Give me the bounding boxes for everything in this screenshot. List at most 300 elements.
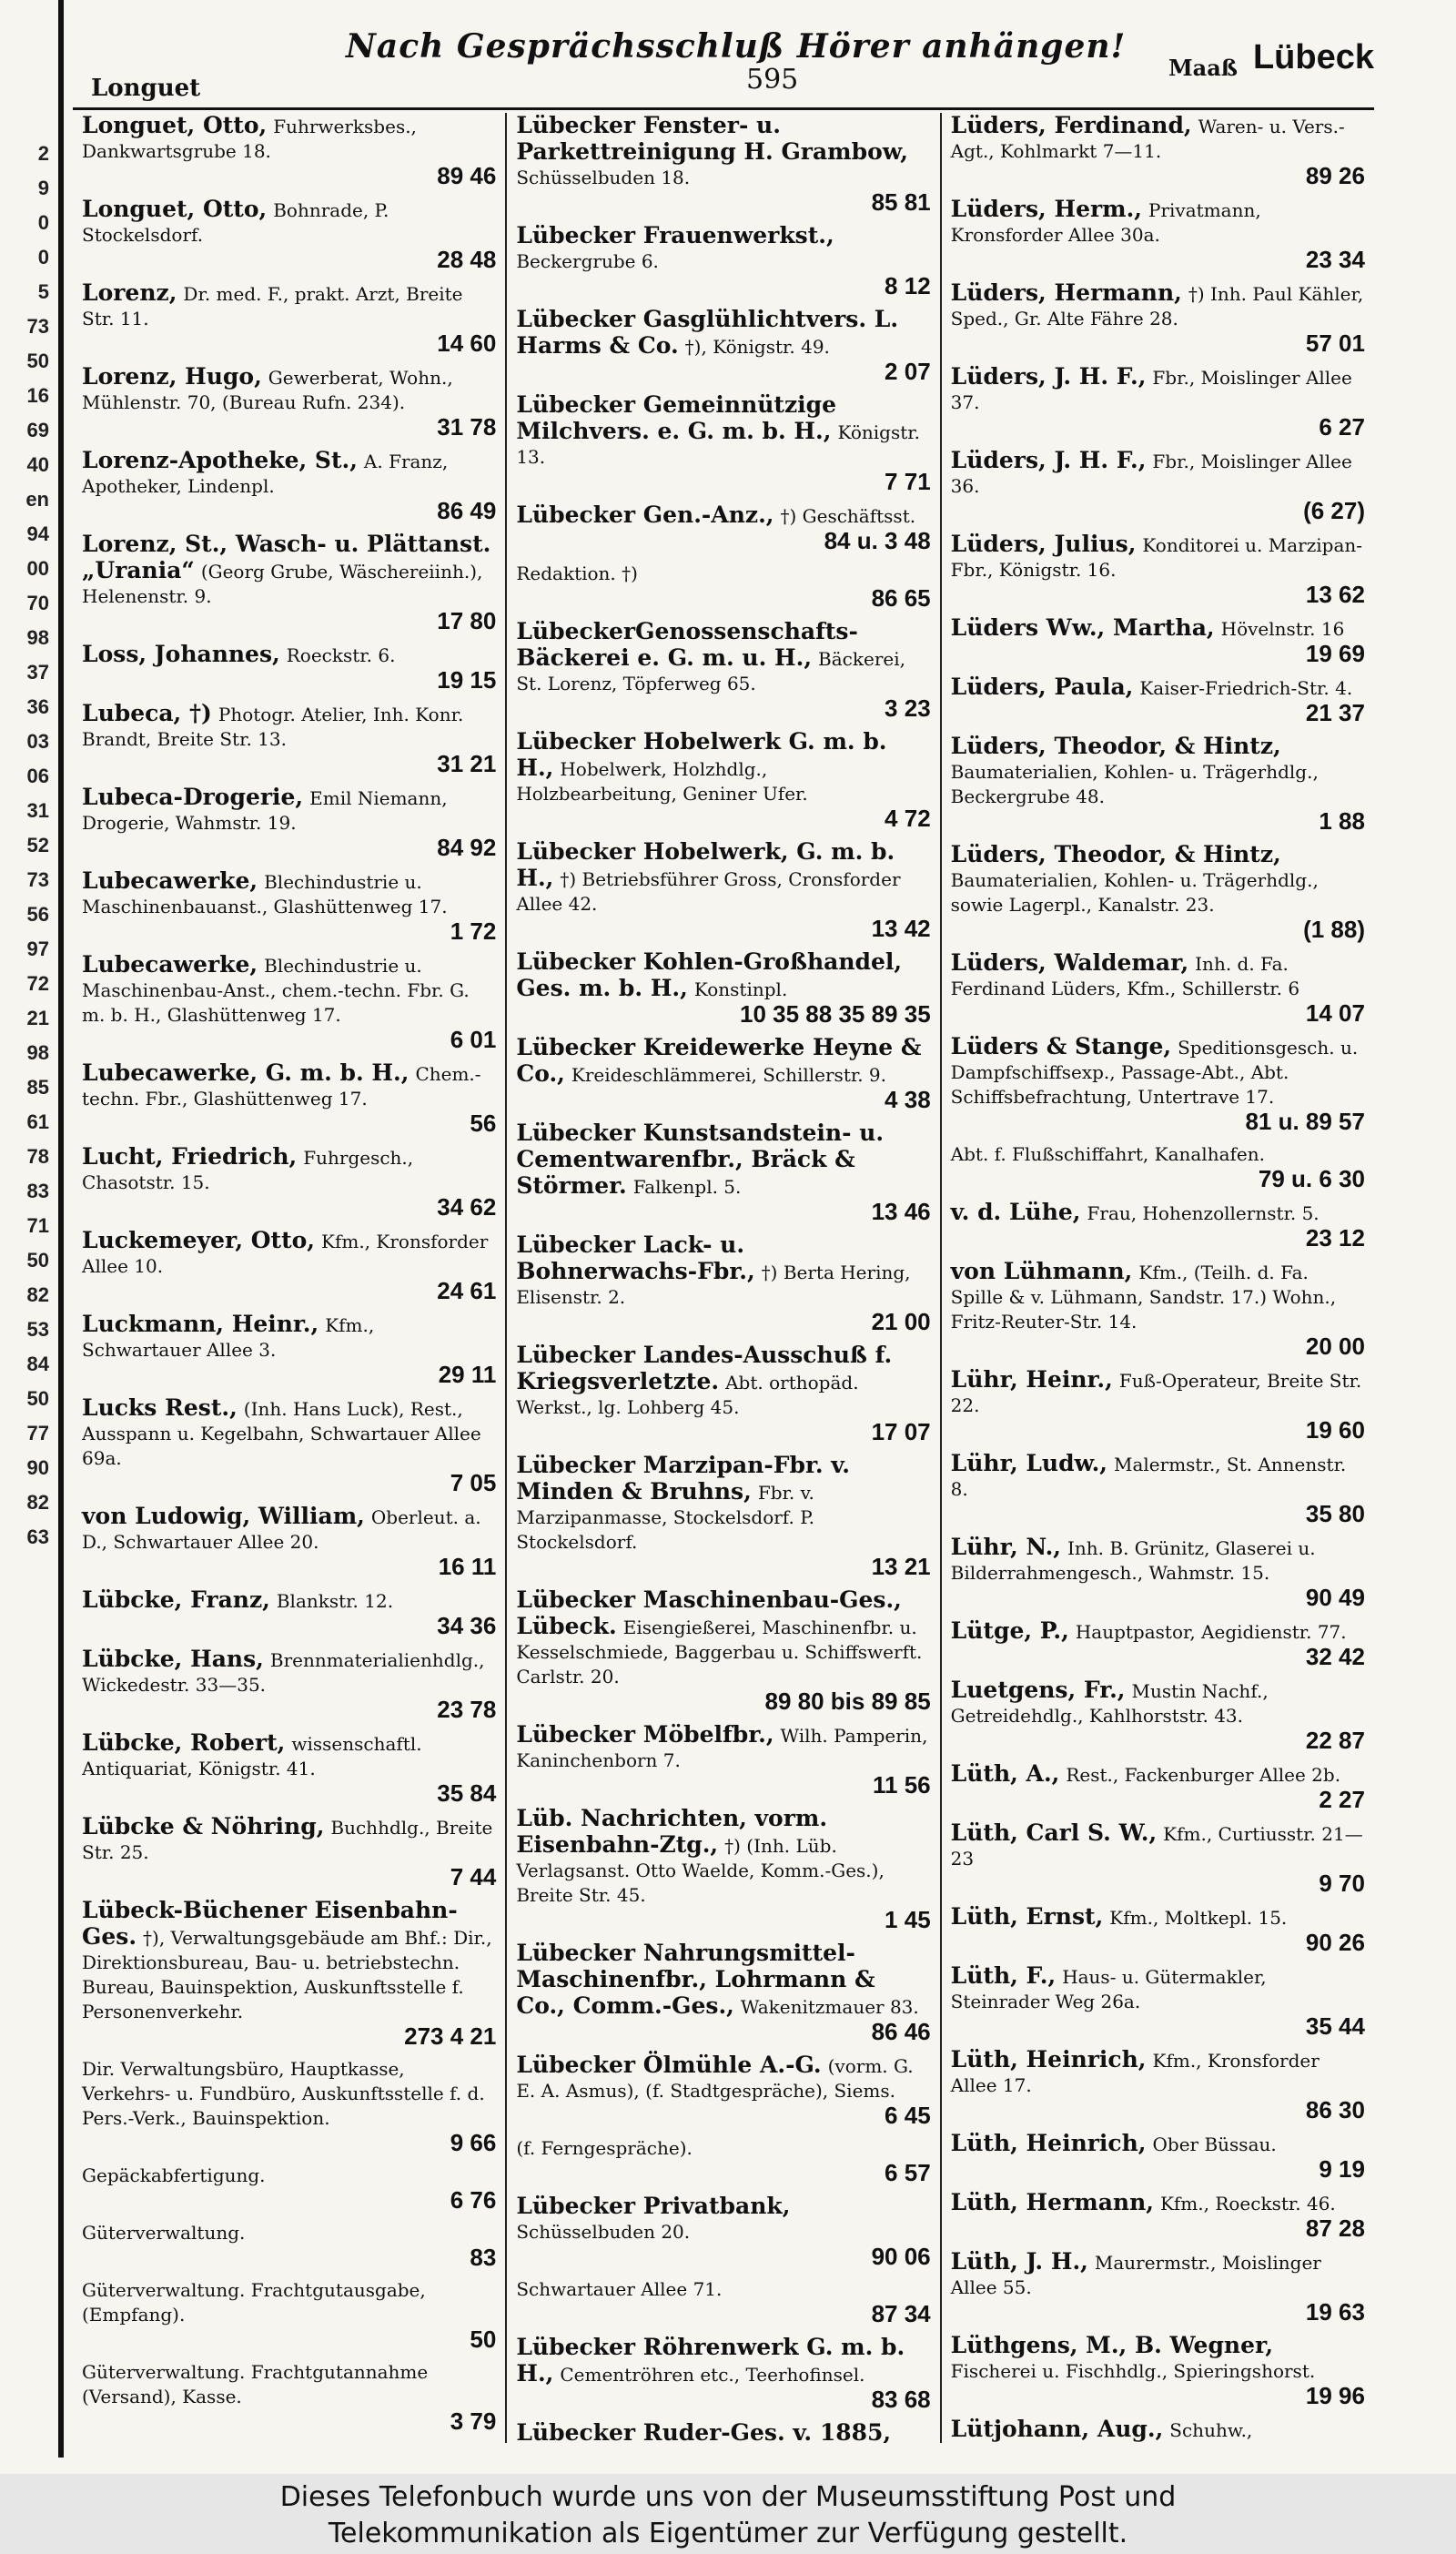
listing-entry	[516, 1941, 930, 2044]
entry-name: Lütge, P.,	[950, 1617, 1069, 1644]
margin-fragment: 36	[26, 695, 49, 718]
entry-name: Lübecker Lack- u. Bohnerwachs-Fbr.,	[516, 1231, 755, 1284]
entry-name: Lübcke, Robert,	[82, 1729, 286, 1756]
entry-phone-number: 20 00	[1305, 1333, 1365, 1360]
listing-entry	[82, 2221, 496, 2270]
page-number: 595	[746, 64, 799, 96]
entry-detail: Speditionsgesch. u. Dampfschiffsexp., Passage-Abt., Abt. Schiffsbefrachtung, Untertrave 17.	[950, 1037, 1359, 1108]
entry-detail: Schüsselbuden 18.	[516, 167, 691, 188]
entry-detail: Kfm., Kronsforder Allee 17.	[950, 2050, 1320, 2096]
listing-entry	[82, 2442, 496, 2443]
margin-fragment: 94	[26, 522, 49, 545]
entry-detail: Privatmann, Kronsforder Allee 30a.	[950, 199, 1261, 246]
listing-entry	[82, 2164, 496, 2213]
margin-fragment: 0	[37, 246, 49, 269]
listing-entry	[82, 364, 496, 440]
entry-phone-number: 7 44	[450, 1863, 497, 1890]
entry-name: Lüthgens, M., B. Wegner,	[950, 2332, 1274, 2358]
listing-entry	[516, 1806, 930, 1932]
entry-phone-number: 90 06	[871, 2243, 931, 2270]
entry-detail: Fischerei u. Fischhdlg., Spieringshorst.	[950, 2360, 1316, 2382]
entry-detail: Konditorei u. Marzipan-Fbr., Königstr. 16.	[950, 534, 1363, 581]
entry-name: Lüb. Nachrichten, vorm. Eisenbahn-Ztg.,	[516, 1805, 828, 1858]
listing-entry	[951, 1034, 1365, 1134]
entry-detail: Kfm., Kronsforder Allee 10.	[82, 1231, 489, 1277]
listing-entry	[82, 785, 496, 860]
entry-name: Lubecawerke, G. m. b. H.,	[82, 1059, 410, 1086]
entry-detail: (vorm. G. E. A. Asmus), (f. Stadtgespräche), Siems.	[516, 2055, 914, 2102]
listing-entry	[82, 1730, 496, 1806]
entry-detail: Blechindustrie u. Maschinenbau-Anst., chem.-techn. Fbr. G. m. b. H., Glashüttenweg 17.	[82, 955, 470, 1026]
margin-fragment: 9	[37, 177, 49, 199]
entry-phone-number: 85 81	[871, 188, 931, 216]
entry-name: Longuet, Otto,	[82, 196, 268, 222]
entry-phone-number: 7 05	[450, 1469, 497, 1496]
entry-detail: †) Geschäftsst.	[780, 505, 916, 527]
entry-detail: Rest., Fackenburger Allee 2b.	[1066, 1764, 1341, 1786]
entry-name: Lorenz,	[82, 279, 177, 306]
entry-name: Lubecawerke,	[82, 867, 258, 894]
footer-notice	[0, 2474, 1456, 2554]
entry-detail: Wilh. Pamperin, Kaninchenborn 7.	[516, 1725, 928, 1771]
entry-name: Lorenz, St., Wasch- u. Plättanst. „Urania“	[82, 531, 491, 583]
entry-phone-number: 35 80	[1305, 1500, 1365, 1527]
entry-detail: Baumaterialien, Kohlen- u. Trägerhdlg., sowie Lagerpl., Kanalstr. 23.	[950, 869, 1319, 916]
listing-entry	[82, 113, 496, 188]
entry-name: v. d. Lühe,	[950, 1199, 1081, 1225]
entry-name: Lübecker Möbelfbr.,	[516, 1721, 774, 1748]
entry-phone-number: 31 21	[437, 750, 497, 777]
entry-detail: Falkenpl. 5.	[632, 1176, 742, 1198]
entry-detail: Redaktion. †)	[516, 562, 638, 584]
listing-entry	[82, 2278, 496, 2352]
listing-entry	[951, 1618, 1365, 1669]
entry-detail: Schwartauer Allee 71.	[516, 2278, 723, 2300]
entry-phone-number: 19 60	[1305, 1416, 1365, 1444]
listing-entry	[82, 1312, 496, 1387]
listing-entry	[951, 1677, 1365, 1753]
margin-fragment: 52	[26, 834, 49, 856]
margin-fragment: 98	[26, 1041, 49, 1064]
entry-phone-number: 31 78	[437, 413, 497, 441]
listing-entry	[82, 1144, 496, 1220]
entry-detail: Frau, Hohenzollernstr. 5.	[1087, 1202, 1320, 1224]
margin-fragment: 85	[26, 1076, 49, 1099]
listing-entry	[516, 1587, 930, 1714]
entry-name: Longuet, Otto,	[82, 113, 268, 138]
entry-detail: Kaiser-Friedrich-Str. 4.	[1139, 677, 1353, 699]
entry-detail: Brennmaterialienhdlg., Wickedestr. 33—35.	[82, 1649, 485, 1696]
listing-entry	[951, 674, 1365, 725]
entry-phone-number: 86 49	[437, 497, 497, 524]
listing-entry	[82, 448, 496, 523]
entry-phone-number: 1 88	[1319, 807, 1365, 835]
entry-name: Lorenz-Apotheke, St.,	[82, 447, 358, 473]
entry-detail: (Inh. Hans Luck), Rest., Ausspann u. Kegelbahn, Schwartauer Allee 69a.	[82, 1398, 481, 1469]
entry-phone-number: 6 57	[885, 2159, 931, 2186]
entry-name: Lüders, Hermann,	[950, 279, 1182, 306]
margin-fragment: 82	[26, 1283, 49, 1306]
entry-name: Lübcke, Hans,	[82, 1646, 264, 1672]
entry-phone-number: 19 69	[1305, 640, 1365, 667]
entry-name: Luckmann, Heinr.,	[82, 1311, 319, 1337]
entry-phone-number: 14 60	[437, 329, 497, 357]
entry-phone-number: 23 34	[1305, 246, 1365, 273]
entry-detail: Buchhdlg., Breite Str. 25.	[82, 1817, 493, 1863]
entry-name: Lüders, Theodor, & Hintz,	[950, 841, 1281, 867]
right-keyword-small: Maaß	[1168, 55, 1238, 81]
listing-entry	[951, 1451, 1365, 1526]
entry-name: LübeckerGenossenschafts-Bäckerei e. G. m. u. H.,	[516, 618, 858, 671]
entry-name: Lüders, Herm.,	[950, 196, 1143, 222]
entry-detail: Kfm., Curtiusstr. 21—23	[950, 1823, 1363, 1870]
listing-entry	[82, 1395, 496, 1495]
margin-fragment: 16	[26, 384, 49, 407]
entry-detail: Blankstr. 12.	[276, 1590, 394, 1612]
entry-name: Lüders, Waldemar,	[950, 949, 1189, 976]
entry-detail: Hövelnstr. 16	[1220, 618, 1345, 640]
entry-name: Lübeck-Büchener Eisenbahn-Ges.	[82, 1897, 458, 1950]
entry-phone-number: 11 56	[873, 1771, 931, 1799]
entry-detail: †), Verwaltungsgebäude am Bhf.: Dir., Direktionsbureau, Bau- u. betriebstechn. Bureau, Bauinspektion, Auskunftsstelle f. Personenverkehr.	[82, 1927, 492, 2022]
entry-name: Lübecker Marzipan-Fbr. v. Minden & Bruhns,	[516, 1452, 850, 1505]
entry-phone-number: 9 19	[1319, 2155, 1365, 2183]
entry-phone-number: 21 00	[871, 1308, 931, 1335]
entry-phone-number: 13 62	[1305, 581, 1365, 608]
entry-detail: wissenschaftl. Antiquariat, Königstr. 41.	[82, 1733, 422, 1779]
entry-phone-number: 89 80 bis 89 85	[764, 1687, 931, 1715]
margin-fragment: 78	[26, 1145, 49, 1168]
entry-phone-number: 1 72	[450, 917, 497, 945]
entry-detail: Kreideschlämmerei, Schillerstr. 9.	[571, 1064, 887, 1086]
entry-detail: (f. Ferngespräche).	[516, 2137, 693, 2159]
listing-entry	[951, 734, 1365, 834]
entry-name: Luckemeyer, Otto,	[82, 1227, 316, 1253]
footer-line-2: Telekommunikation als Eigentümer zur Verfügung gestellt.	[328, 2518, 1128, 2549]
entry-phone-number: 1 45	[885, 1906, 931, 1933]
entry-name: Lüth, Heinrich,	[950, 2046, 1147, 2073]
listing-entry	[951, 1200, 1365, 1251]
entry-phone-number: 4 38	[885, 1086, 931, 1113]
listing-entry	[82, 280, 496, 356]
entry-detail: Blechindustrie u. Maschinenbauanst., Glashüttenweg 17.	[82, 871, 448, 917]
listing-entry	[82, 701, 496, 776]
listing-entry	[951, 1535, 1365, 1610]
entry-name: Lübecker Hobelwerk, G. m. b. H.,	[516, 838, 895, 891]
entry-phone-number: 84 u. 3 48	[824, 527, 931, 554]
entry-phone-number: 57 01	[1305, 329, 1365, 357]
listing-columns	[73, 113, 1374, 2443]
entry-detail: Königstr. 13.	[516, 421, 920, 468]
listing-entry	[516, 1722, 930, 1798]
entry-detail: Roeckstr. 6.	[286, 644, 396, 666]
entry-phone-number: 35 44	[1305, 2012, 1365, 2040]
listing-entry	[951, 1142, 1365, 1191]
listing-entry	[82, 1228, 496, 1303]
entry-name: Lübecker Röhrenwerk G. m. b. H.,	[516, 2334, 905, 2387]
listing-entry	[951, 2047, 1365, 2123]
entry-phone-number: 9 70	[1319, 1870, 1365, 1897]
entry-detail: Eisengießerei, Maschinenfbr. u. Kesselschmiede, Baggerbau u. Schiffswerft. Carlstr. 20.	[516, 1617, 923, 1687]
entry-phone-number: 3 79	[450, 2407, 497, 2435]
listing-entry	[516, 392, 930, 494]
entry-detail: Schüsselbuden 20.	[516, 2221, 691, 2243]
column-1	[73, 113, 507, 2443]
entry-name: Lübecker Kunstsandstein- u. Cementwarenfbr., Bräck & Störmer.	[516, 1120, 885, 1199]
entry-detail: Schuhw.,	[1169, 2419, 1253, 2441]
entry-name: Lübecker Gen.-Anz.,	[516, 502, 774, 528]
entry-name: Lüth, J. H.,	[950, 2248, 1088, 2275]
listing-entry	[516, 2052, 930, 2128]
entry-phone-number: 79 u. 6 30	[1258, 1165, 1365, 1192]
entry-name: von Ludowig, William,	[82, 1503, 365, 1529]
margin-fragment: 06	[26, 765, 49, 787]
entry-phone-number: 10 35 88 35 89 35	[740, 1000, 931, 1028]
entry-name: Lubeca-Drogerie,	[82, 784, 304, 810]
listing-entry	[516, 1232, 930, 1334]
entry-name: Lüders Ww., Martha,	[950, 614, 1215, 641]
entry-phone-number: 89 26	[1305, 162, 1365, 189]
entry-detail: Emil Niemann, Drogerie, Wahmstr. 19.	[82, 787, 448, 834]
entry-phone-number: 6 45	[885, 2102, 931, 2129]
listing-entry	[516, 1453, 930, 1579]
entry-phone-number: 4 72	[885, 805, 931, 832]
entry-phone-number: 22 87	[1305, 1727, 1365, 1754]
margin-fragment: 98	[26, 626, 49, 649]
margin-fragment: 97	[26, 937, 49, 960]
entry-name: Lühr, N.,	[950, 1534, 1062, 1560]
entry-detail: Photogr. Atelier, Inh. Konr. Brandt, Breite Str. 13.	[82, 704, 464, 750]
entry-detail: Dr. med. F., prakt. Arzt, Breite Str. 11.	[82, 283, 463, 329]
margin-fragment: 53	[26, 1318, 49, 1341]
listing-entry	[951, 364, 1365, 440]
margin-fragment: 61	[26, 1110, 49, 1133]
listing-entry	[82, 1647, 496, 1722]
entry-phone-number: 7 71	[885, 468, 931, 495]
margin-fragment: 77	[26, 1422, 49, 1444]
entry-detail: Malermstr., St. Annenstr. 8.	[950, 1454, 1347, 1500]
entry-name: Lüders, Julius,	[950, 531, 1137, 557]
entry-phone-number: (1 88)	[1303, 916, 1365, 943]
listing-entry	[516, 619, 930, 721]
listing-entry	[951, 950, 1365, 1026]
entry-phone-number: 14 07	[1305, 999, 1365, 1027]
listing-entry	[82, 1814, 496, 1890]
entry-phone-number: 2 07	[885, 358, 931, 385]
entry-name: Lüders, J. H. F.,	[950, 363, 1147, 390]
entry-detail: Mustin Nachf., Getreidehdlg., Kahlhorststr. 43.	[950, 1680, 1269, 1727]
listing-entry	[516, 729, 930, 831]
entry-phone-number: 17 80	[437, 607, 497, 634]
entry-name: Lüth, Carl S. W.,	[950, 1819, 1158, 1846]
margin-fragment: 90	[26, 1456, 49, 1479]
listing-entry	[951, 113, 1365, 188]
margin-fragment: 63	[26, 1525, 49, 1548]
entry-detail: Cementröhren etc., Teerhofinsel.	[560, 2364, 865, 2386]
entry-phone-number: 16 11	[438, 1553, 497, 1580]
entry-detail: Hauptpastor, Aegidienstr. 77.	[1075, 1621, 1347, 1643]
entry-detail: Kfm., Schwartauer Allee 3.	[82, 1314, 375, 1361]
entry-phone-number: 34 36	[437, 1612, 497, 1639]
entry-phone-number: 84 92	[437, 834, 497, 861]
header-rule	[73, 107, 1374, 110]
entry-phone-number: (6 27)	[1303, 497, 1365, 524]
entry-detail: Fuhrgesch., Chasotstr. 15.	[82, 1147, 414, 1193]
listing-entry	[951, 197, 1365, 272]
left-keyword: Longuet	[91, 75, 201, 102]
entry-name: Lüders, Ferdinand,	[950, 113, 1192, 138]
entry-name: Lütjohann, Aug.,	[950, 2416, 1164, 2442]
column-2	[507, 113, 941, 2443]
entry-detail: Abt. orthopäd. Werkst., lg. Lohberg 45.	[516, 1372, 859, 1418]
entry-phone-number: 24 61	[437, 1277, 497, 1304]
footer-line-1: Dieses Telefonbuch wurde uns von der Museumsstiftung Post und	[279, 2481, 1177, 2513]
entry-name: Lübcke, Franz,	[82, 1586, 270, 1613]
entry-detail: Hobelwerk, Holzhdlg., Holzbearbeitung, Geniner Ufer.	[516, 758, 808, 805]
listing-entry	[82, 1060, 496, 1136]
entry-phone-number: 87 28	[1305, 2214, 1365, 2242]
entry-name: Lübecker Kohlen-Großhandel, Ges. m. b. H.,	[516, 948, 903, 1001]
entry-phone-number: 23 78	[437, 1696, 497, 1723]
listing-entry	[951, 1761, 1365, 1812]
entry-phone-number: 13 46	[871, 1198, 931, 1225]
margin-fragment: 5	[37, 280, 49, 303]
margin-fragment: 73	[26, 315, 49, 338]
entry-name: von Lühmann,	[950, 1258, 1133, 1284]
entry-phone-number: 6 27	[1319, 413, 1365, 441]
entry-name: Lübecker Fenster- u. Parkettreinigung H. Grambow,	[516, 113, 908, 165]
listing-entry	[82, 1504, 496, 1579]
entry-name: Lüth, Heinrich,	[950, 2130, 1147, 2156]
entry-phone-number: 21 37	[1305, 699, 1365, 726]
entry-name: Lüders, Paula,	[950, 674, 1134, 700]
entry-detail: Fbr. v. Marzipanmasse, Stockelsdorf. P. Stockelsdorf.	[516, 1482, 814, 1553]
entry-detail: A. Franz, Apotheker, Lindenpl.	[82, 451, 449, 497]
entry-phone-number: 35 84	[437, 1779, 497, 1807]
margin-fragment: 82	[26, 1491, 49, 1514]
entry-phone-number: 86 65	[871, 584, 931, 612]
margin-fragment: 69	[26, 419, 49, 441]
entry-detail: †) Inh. Paul Kähler, Sped., Gr. Alte Fähre 28.	[950, 283, 1364, 329]
entry-name: Lübecker Ölmühle A.-G.	[516, 2052, 822, 2078]
entry-phone-number: 6 01	[450, 1026, 497, 1053]
listing-entry	[82, 952, 496, 1052]
listing-entry	[516, 562, 930, 611]
entry-detail: Inh. d. Fa. Ferdinand Lüders, Kfm., Schillerstr. 6	[950, 953, 1300, 999]
listing-entry	[82, 868, 496, 944]
entry-detail: †) Betriebsführer Gross, Cronsforder Allee 42.	[516, 868, 901, 915]
entry-detail: Wakenitzmauer 83.	[740, 1996, 919, 2018]
listing-entry	[951, 1963, 1365, 2039]
entry-name: Lubecawerke,	[82, 951, 258, 978]
entry-name: Lüth, F.,	[950, 1962, 1057, 1989]
listing-entry	[951, 1904, 1365, 1955]
entry-phone-number: 86 46	[871, 2018, 931, 2045]
entry-name: Lüders & Stange,	[950, 1033, 1172, 1059]
listing-entry	[951, 2249, 1365, 2325]
entry-detail: Fuß-Operateur, Breite Str. 22.	[950, 1370, 1362, 1416]
listing-entry	[516, 223, 930, 299]
right-keyword: Lübeck	[1252, 38, 1374, 76]
margin-fragment: 31	[26, 799, 49, 822]
entry-detail: Waren- u. Vers.-Agt., Kohlmarkt 7—11.	[950, 116, 1345, 162]
entry-phone-number: 50	[470, 2326, 497, 2353]
entry-phone-number: 3 23	[885, 694, 931, 722]
listing-entry	[951, 1367, 1365, 1443]
entry-name: Lübecker Nahrungsmittel-Maschinenfbr., Lohrmann & Co., Comm.-Ges.,	[516, 1940, 875, 2019]
entry-detail: Kfm., Moltkepl. 15.	[1109, 1907, 1288, 1929]
entry-name: Lühr, Ludw.,	[950, 1450, 1107, 1476]
entry-detail: †) (Inh. Lüb. Verlagsanst. Otto Waelde, Komm.-Ges.), Breite Str. 45.	[516, 1835, 885, 1906]
entry-detail: Oberleut. a. D., Schwartauer Allee 20.	[82, 1506, 481, 1553]
listing-entry	[951, 842, 1365, 942]
page-header	[73, 18, 1374, 100]
entry-name: Lüth, Ernst,	[950, 1903, 1104, 1930]
listing-entry	[82, 2360, 496, 2434]
entry-name: Lübecker Hobelwerk G. m. b. H.,	[516, 728, 887, 781]
listing-entry	[82, 1587, 496, 1638]
entry-phone-number: 28 48	[437, 246, 497, 273]
listing-entry	[82, 2057, 496, 2155]
entry-name: Lübecker Gemeinnützige Milchvers. e. G. m. b. H.,	[516, 391, 837, 444]
listing-entry	[516, 307, 930, 384]
entry-name: Lüth, A.,	[950, 1760, 1060, 1787]
entry-phone-number: 19 96	[1305, 2382, 1365, 2409]
listing-entry	[82, 197, 496, 272]
entry-detail: Gewerberat, Wohn., Mühlenstr. 70, (Bureau Rufn. 234).	[82, 367, 453, 413]
entry-detail: Dir. Verwaltungsbüro, Hauptkasse, Verkehrs- u. Fundbüro, Auskunftsstelle f. d. Pers.-Verk., Bauinspektion.	[82, 2058, 485, 2129]
entry-phone-number: 13 21	[871, 1553, 931, 1580]
entry-name: Lübecker Gasglühlichtvers. L. Harms & Co.	[516, 306, 899, 359]
entry-name: Lübecker Kreidewerke Heyne & Co.,	[516, 1034, 922, 1087]
listing-entry	[516, 2194, 930, 2269]
margin-fragment: 2	[37, 142, 49, 165]
margin-fragment: 50	[26, 350, 49, 372]
listing-entry	[951, 2333, 1365, 2408]
margin-fragment: 37	[26, 661, 49, 684]
entry-phone-number: 90 26	[1305, 1929, 1365, 1956]
margin-fragment: 56	[26, 903, 49, 926]
entry-phone-number: 9 66	[450, 2129, 497, 2156]
entry-name: Lüders, Theodor, & Hintz,	[950, 733, 1281, 759]
entry-detail: Fbr., Moislinger Allee 36.	[950, 451, 1352, 497]
entry-detail: (Georg Grube, Wäschereiinh.), Helenenstr. 9.	[82, 561, 483, 607]
entry-phone-number: 23 12	[1305, 1224, 1365, 1252]
listing-entry	[516, 949, 930, 1027]
listing-entry	[516, 2136, 930, 2185]
entry-phone-number: 2 27	[1319, 1786, 1365, 1813]
entry-detail: Ober Büssau.	[1152, 2133, 1277, 2155]
entry-phone-number: 34 62	[437, 1193, 497, 1221]
margin-fragment: 40	[26, 453, 49, 476]
listing-entry	[951, 615, 1365, 666]
entry-phone-number: 83 68	[871, 2386, 931, 2413]
listing-entry	[951, 532, 1365, 607]
margin-fragment: 21	[26, 1007, 49, 1029]
margin-fragment: 00	[26, 557, 49, 580]
listing-entry	[516, 113, 930, 215]
entry-detail: †) Berta Hering, Elisenstr. 2.	[516, 1262, 911, 1308]
listing-entry	[516, 1120, 930, 1224]
entry-name: Lühr, Heinr.,	[950, 1366, 1113, 1393]
listing-entry	[82, 1898, 496, 2049]
entry-detail: Gepäckabfertigung.	[82, 2164, 266, 2186]
entry-detail: Haus- u. Gütermakler, Steinrader Weg 26a.	[950, 1966, 1267, 2012]
margin-fragment: 50	[26, 1249, 49, 1272]
margin-fragment: 50	[26, 1387, 49, 1410]
entry-name: Luetgens, Fr.,	[950, 1677, 1126, 1703]
entry-phone-number: 56	[470, 1110, 497, 1137]
